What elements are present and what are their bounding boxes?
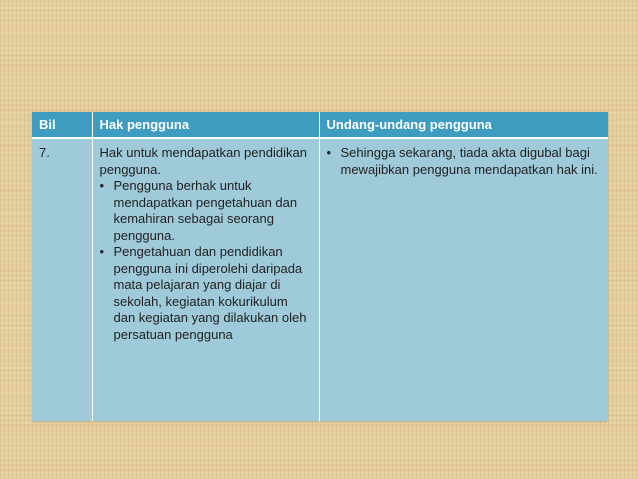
table-header-row xyxy=(32,112,608,138)
bullet-icon: • xyxy=(326,145,332,160)
header-bil: Bil xyxy=(32,112,92,138)
bullet-icon: • xyxy=(99,178,105,193)
cell-bil: 7. xyxy=(32,138,92,421)
header-undang-undang-pengguna: Undang-undang pengguna xyxy=(319,112,608,138)
table-row xyxy=(32,138,608,421)
hak-bullet-list xyxy=(100,178,312,343)
list-item-text: Pengguna berhak untuk mendapatkan pengetahuan dan kemahiran sebagai seorang pengguna. xyxy=(113,178,298,243)
list-item-text: Sehingga sekarang, tiada akta digubal bagi mewajibkan pengguna mendapatkan hak ini. xyxy=(340,145,598,177)
cell-undang-undang-pengguna xyxy=(319,138,608,421)
list-item-text: Pengetahuan dan pendidikan pengguna ini diperolehi daripada mata pelajaran yang diajar di sekolah, kegiatan kokurikulum dan kegiatan yang dilakukan oleh persatuan pengguna xyxy=(113,244,307,342)
undang-bullet-list xyxy=(327,145,602,178)
list-item xyxy=(100,244,312,343)
hak-lead-text: Hak untuk mendapatkan pendidikan pengguna. xyxy=(99,145,307,177)
consumer-rights-table xyxy=(32,112,608,421)
bullet-icon: • xyxy=(99,244,105,259)
list-item xyxy=(327,145,602,178)
header-hak-pengguna: Hak pengguna xyxy=(92,112,319,138)
cell-hak-pengguna xyxy=(92,138,319,421)
list-item xyxy=(100,178,312,244)
